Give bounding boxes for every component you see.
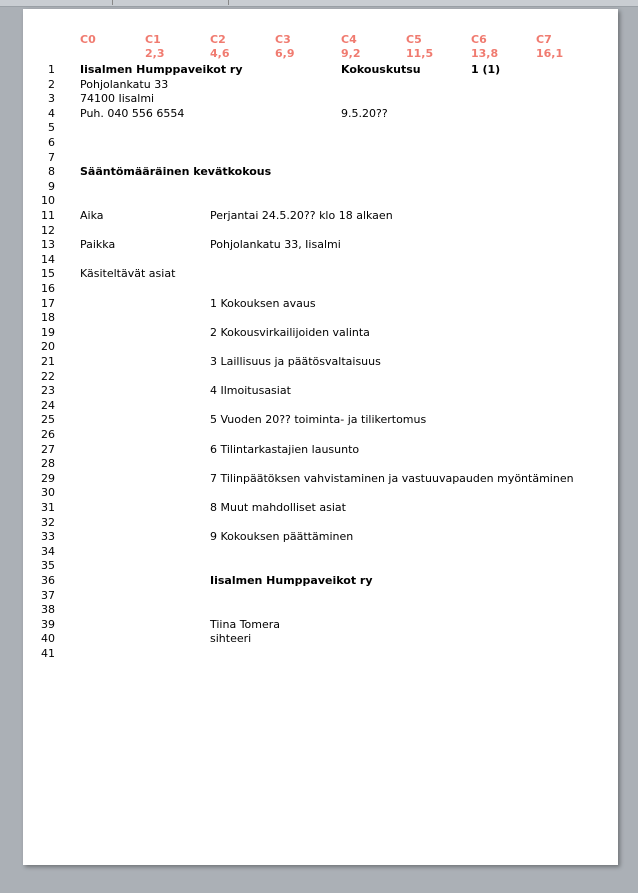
signature-organization: Iisalmen Humppaveikot ry xyxy=(210,574,373,587)
row-number: 4 xyxy=(48,106,55,120)
row-number: 41 xyxy=(41,647,55,660)
row-number: 19 xyxy=(41,325,55,339)
column-value-c6: 13,8 xyxy=(471,47,499,60)
row-number: 24 xyxy=(41,398,55,412)
row-number: 1 xyxy=(48,63,55,76)
agenda-item: 3 Laillisuus ja päätösvaltaisuus xyxy=(210,355,381,368)
street-address: Pohjolankatu 33 xyxy=(80,77,169,91)
page-number: 1 (1) xyxy=(471,63,501,76)
row-number: 35 xyxy=(41,559,55,573)
column-label-c1: C1 xyxy=(145,33,161,46)
document-page xyxy=(23,9,618,865)
row-number: 31 xyxy=(41,501,55,514)
row-number: 10 xyxy=(41,194,55,208)
row-number: 36 xyxy=(41,574,55,587)
row-number: 23 xyxy=(41,384,55,398)
row-number: 29 xyxy=(41,471,55,485)
row-number: 34 xyxy=(41,544,55,558)
organization-name: Iisalmen Humppaveikot ry xyxy=(80,63,243,76)
agenda-item: 2 Kokousvirkailijoiden valinta xyxy=(210,325,370,339)
column-value-c7: 16,1 xyxy=(536,47,564,60)
row-number: 11 xyxy=(41,209,55,222)
row-number: 32 xyxy=(41,515,55,529)
row-number: 13 xyxy=(41,238,55,252)
row-number: 21 xyxy=(41,355,55,368)
phone-number: Puh. 040 556 6554 xyxy=(80,106,185,120)
column-value-c1: 2,3 xyxy=(145,47,165,60)
row-number: 7 xyxy=(48,150,55,164)
agenda-label: Käsiteltävät asiat xyxy=(80,267,176,281)
agenda-item: 8 Muut mahdolliset asiat xyxy=(210,501,346,514)
row-number: 14 xyxy=(41,252,55,266)
ruler-mark xyxy=(228,0,229,5)
row-number: 26 xyxy=(41,428,55,441)
row-number: 25 xyxy=(41,413,55,427)
document-type: Kokouskutsu xyxy=(341,63,421,76)
column-value-c5: 11,5 xyxy=(406,47,434,60)
row-number: 6 xyxy=(48,136,55,149)
column-value-c2: 4,6 xyxy=(210,47,230,60)
agenda-item: 4 Ilmoitusasiat xyxy=(210,384,291,398)
meeting-title: Sääntömääräinen kevätkokous xyxy=(80,165,272,179)
agenda-item: 5 Vuoden 20?? toiminta- ja tilikertomus xyxy=(210,413,427,427)
time-label: Aika xyxy=(80,209,104,222)
place-value: Pohjolankatu 33, Iisalmi xyxy=(210,238,341,252)
row-number: 2 xyxy=(48,77,55,91)
column-label-c6: C6 xyxy=(471,33,487,46)
row-number: 20 xyxy=(41,340,55,354)
place-label: Paikka xyxy=(80,238,116,252)
row-number: 16 xyxy=(41,282,55,295)
column-label-c5: C5 xyxy=(406,33,422,46)
column-label-c4: C4 xyxy=(341,33,357,46)
column-value-c4: 9,2 xyxy=(341,47,361,60)
column-label-c0: C0 xyxy=(80,33,96,46)
row-number: 37 xyxy=(41,588,55,602)
row-number: 8 xyxy=(48,165,55,179)
row-number: 27 xyxy=(41,442,55,456)
time-value: Perjantai 24.5.20?? klo 18 alkaen xyxy=(210,209,393,222)
row-number: 12 xyxy=(41,223,55,237)
column-label-c2: C2 xyxy=(210,33,226,46)
row-number: 15 xyxy=(41,267,55,281)
agenda-item: 9 Kokouksen päättäminen xyxy=(210,530,354,544)
row-number: 3 xyxy=(48,92,55,106)
agenda-item: 1 Kokouksen avaus xyxy=(210,296,316,310)
postal-address: 74100 Iisalmi xyxy=(80,92,155,106)
row-number: 9 xyxy=(48,179,55,193)
document-date: 9.5.20?? xyxy=(341,106,388,120)
signer-name: Tiina Tomera xyxy=(210,617,281,631)
agenda-item: 7 Tilinpäätöksen vahvistaminen ja vastuuvapauden myöntäminen xyxy=(210,471,574,485)
column-label-c3: C3 xyxy=(275,33,291,46)
row-number: 17 xyxy=(41,296,55,310)
agenda-item: 6 Tilintarkastajien lausunto xyxy=(210,442,360,456)
row-number: 30 xyxy=(41,486,55,500)
column-label-c7: C7 xyxy=(536,33,552,46)
row-number: 33 xyxy=(41,530,55,544)
window-top-strip xyxy=(0,0,638,7)
row-number: 40 xyxy=(41,632,55,646)
row-number: 39 xyxy=(41,617,55,631)
row-number: 18 xyxy=(41,311,55,325)
row-number: 28 xyxy=(41,457,55,471)
row-number: 22 xyxy=(41,369,55,383)
signer-role: sihteeri xyxy=(210,632,252,646)
row-number: 5 xyxy=(48,121,55,135)
ruler-mark xyxy=(112,0,113,5)
column-value-c3: 6,9 xyxy=(275,47,295,60)
row-number: 38 xyxy=(41,603,55,617)
